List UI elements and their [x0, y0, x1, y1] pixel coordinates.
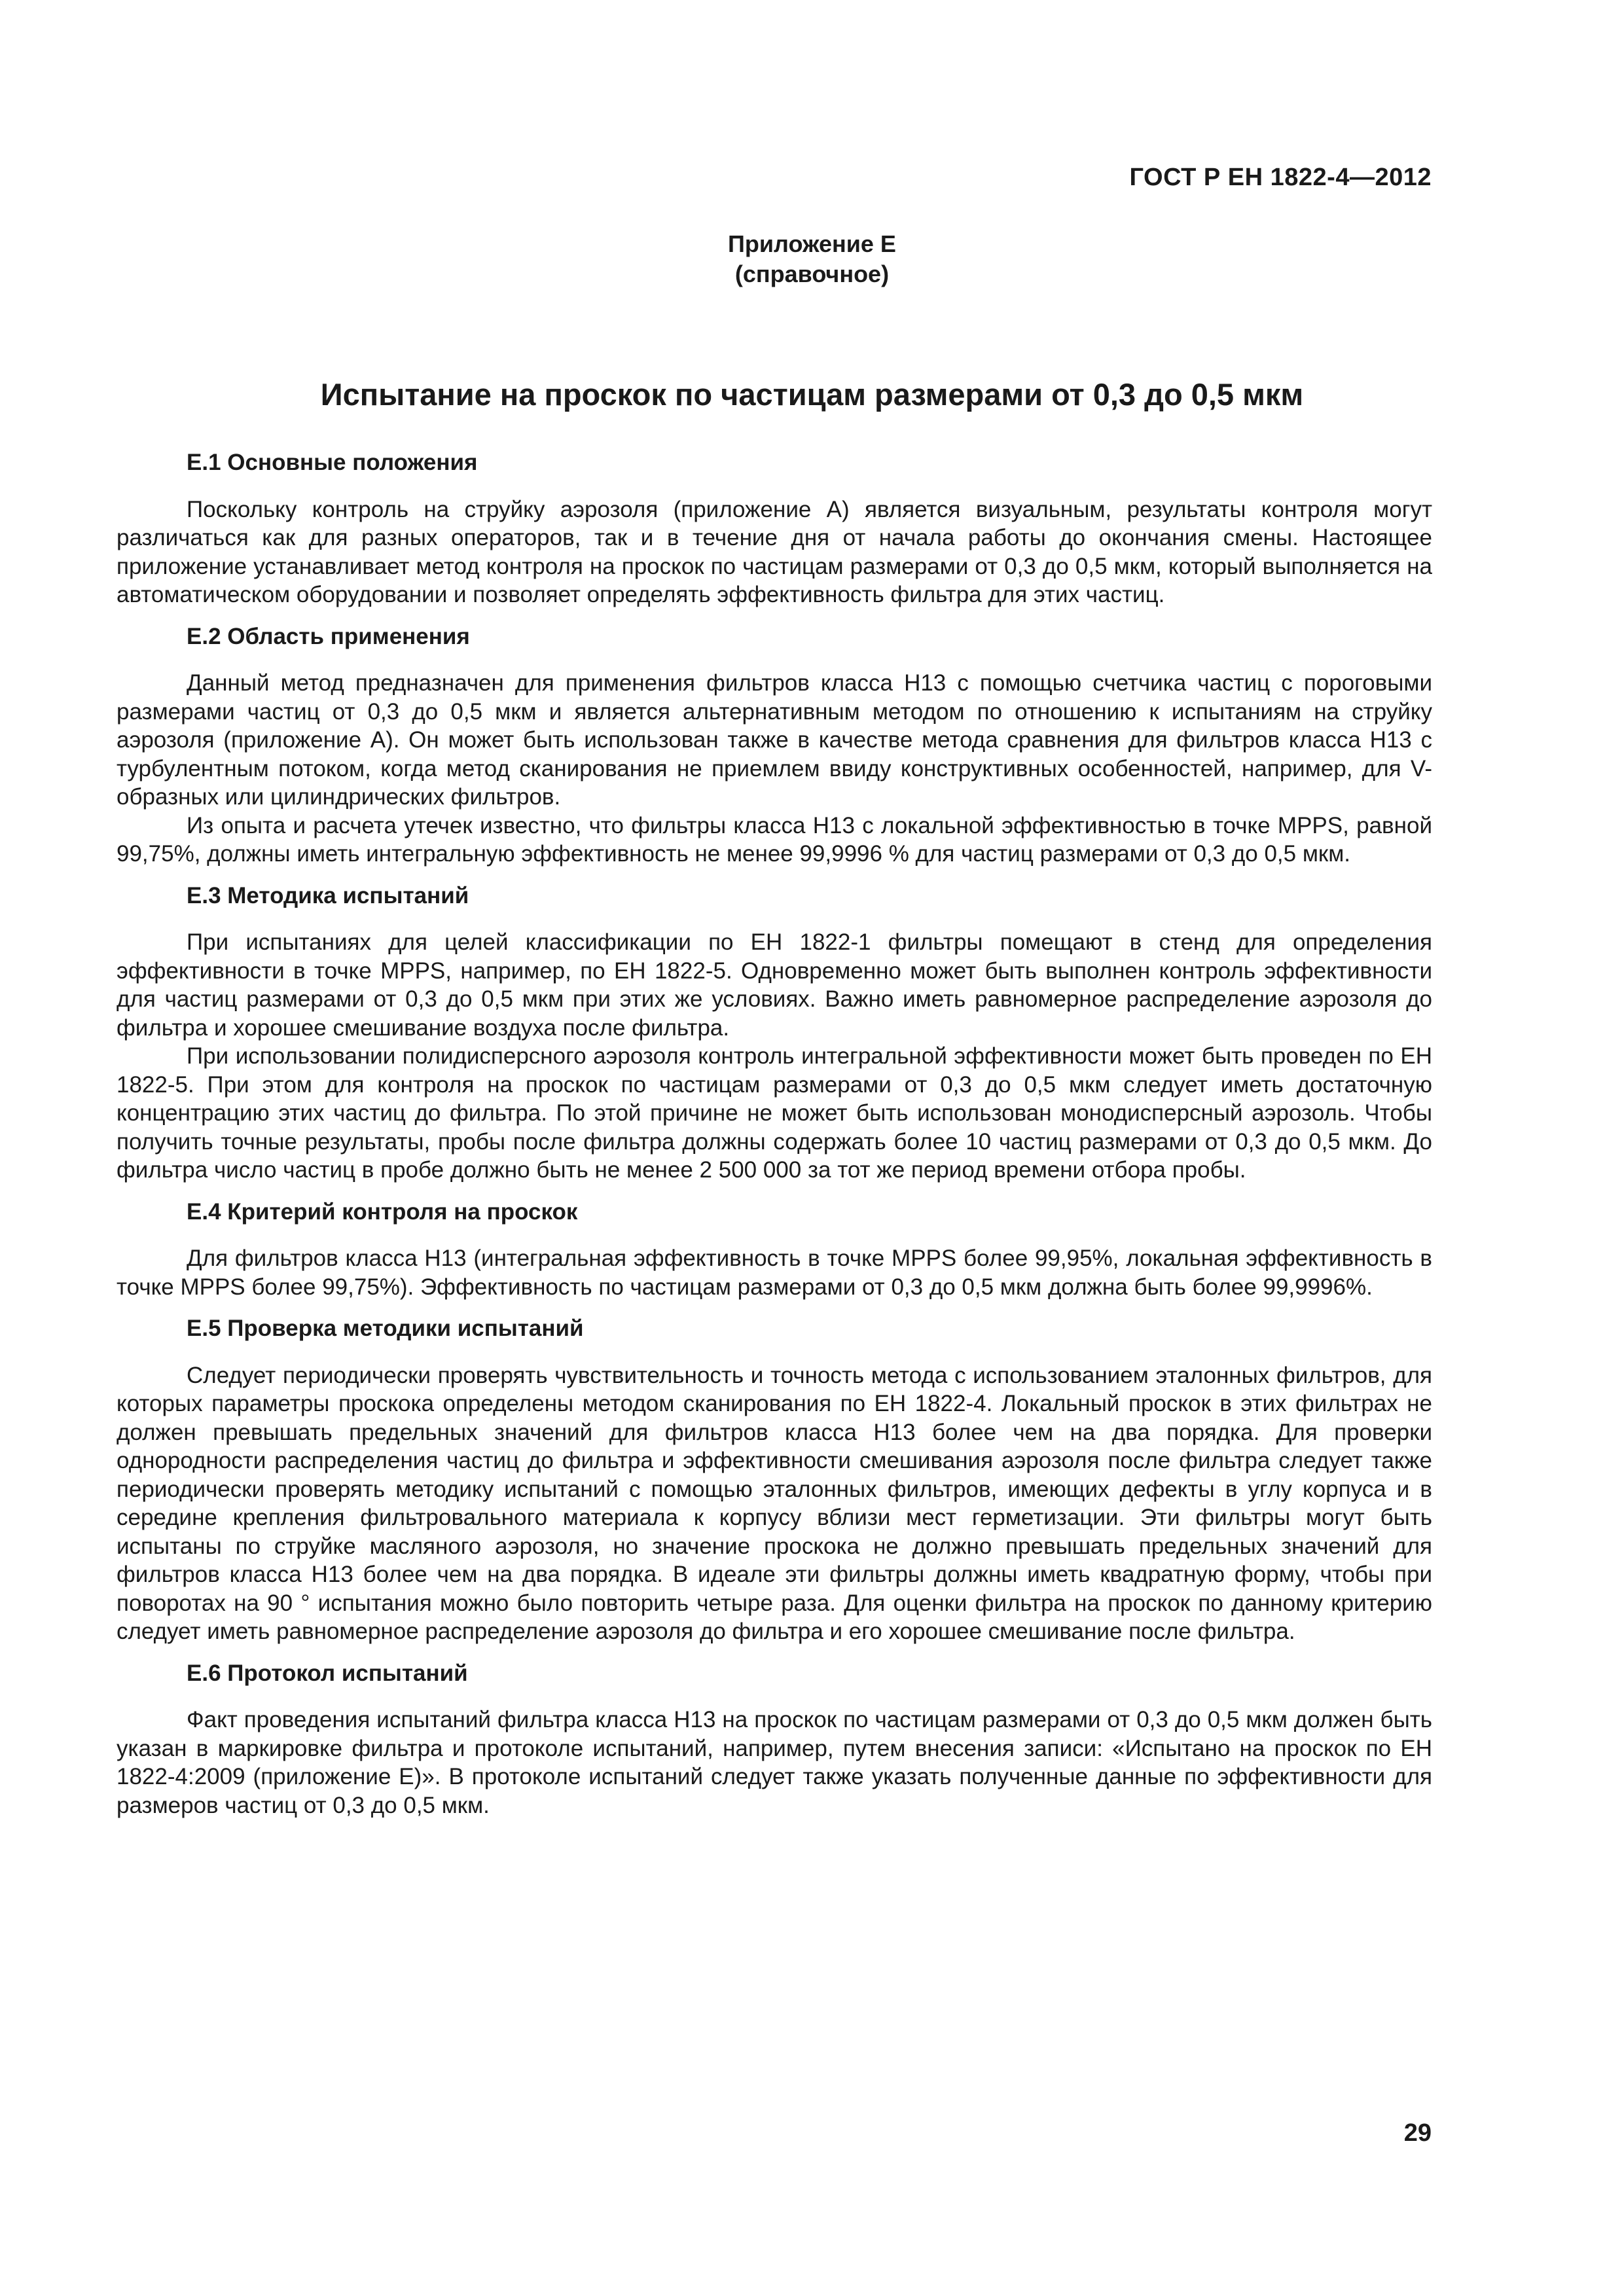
section-heading: Е.6 Протокол испытаний — [187, 1660, 468, 1686]
section-paragraph: Данный метод предназначен для применения фильтров класса Н13 с помощью счетчика частиц с пороговыми размерами частиц от 0,3 до 0,5 мкм и является альтернативным методом по отношению к испытаниям на струйку аэрозоля (приложение А). Он может быть использован также в качестве метода сравнения для фильтров класса Н13 с турбулентным потоком, когда метод сканирования не приемлем ввиду конструктивных особенностей, например, для V-образных или цилиндрических фильтров. — [117, 670, 1432, 810]
section-heading: Е.2 Область применения — [187, 623, 470, 649]
document-body — [117, 448, 1432, 1820]
appendix-label: Приложение Е — [728, 230, 896, 257]
section-paragraph: При испытаниях для целей классификации по ЕН 1822-1 фильтры помещают в стенд для определения эффективности в точке MPPS, например, по ЕН 1822-5. Одновременно может быть выполнен контроль эффективности для частиц размерами от 0,3 до 0,5 мкм при этих же условиях. Важно иметь равномерное распределение аэрозоля до фильтра и хорошее смешивание воздуха после фильтра. — [117, 929, 1432, 1041]
section-paragraph: Из опыта и расчета утечек известно, что фильтры класса Н13 с локальной эффективностью в точке MPPS, равной 99,75%, должны иметь интегральную эффективность не менее 99,9996 % для частиц размерами от 0,3 до 0,5 мкм. — [117, 812, 1432, 867]
appendix-heading — [0, 229, 1624, 289]
section-heading: Е.3 Методика испытаний — [187, 882, 469, 908]
document-code: ГОСТ Р ЕН 1822-4—2012 — [1129, 164, 1432, 191]
section-heading: Е.4 Критерий контроля на проскок — [187, 1198, 578, 1225]
section-paragraph: Следует периодически проверять чувствительность и точность метода с использованием эталонных фильтров, для которых параметры проскока определены методом сканирования по ЕН 1822-4. Локальный проскок в этих фильтрах не должен превышать предельных значений для фильтров класса Н13 более чем на два порядка. Для проверки однородности распределения частиц до фильтра и эффективности смешивания аэрозоля после фильтра следует также периодически проверять методику испытаний с помощью эталонных фильтров, имеющих дефекты в углу корпуса и в середине крепления фильтровального материала к корпусу вблизи мест герметизации. Эти фильтры могут быть испытаны по струйке масляного аэрозоля, но значение проскока не должно превышать предельных значений для фильтров класса Н13 более чем на два порядка. В идеале эти фильтры должны иметь квадратную форму, чтобы при поворотах на 90 ° испытания можно было повторить четыре раза. Для оценки фильтра на проскок по данному критерию следует иметь равномерное распределение аэрозоля до фильтра и его хорошее смешивание после фильтра. — [117, 1362, 1432, 1644]
section-paragraph: Факт проведения испытаний фильтра класса Н13 на проскок по частицам размерами от 0,3 до 0,5 мкм должен быть указан в маркировке фильтра и протоколе испытаний, например, путем внесения записи: «Испытано на проскок по ЕН 1822-4:2009 (приложение Е)». В протоколе испытаний следует также указать полученные данные по эффективности для размеров частиц от 0,3 до 0,5 мкм. — [117, 1707, 1432, 1818]
page-number: 29 — [1403, 2119, 1432, 2147]
section-heading: Е.5 Проверка методики испытаний — [187, 1316, 584, 1341]
section-heading: Е.1 Основные положения — [187, 450, 478, 475]
appendix-type: (справочное) — [734, 260, 890, 287]
page-title: Испытание на проскок по частицам размерами от 0,3 до 0,5 мкм — [320, 377, 1304, 412]
section-paragraph: Поскольку контроль на струйку аэрозоля (приложение А) является визуальным, результаты контроля могут различаться как для разных операторов, так и в течение дня от начала работы до окончания смены. Настоящее приложение устанавливает метод контроля на проскок по частицам размерами от 0,3 до 0,5 мкм, который выполняется на автоматическом оборудовании и позволяет определять эффективность фильтра для этих частиц. — [117, 496, 1432, 607]
section-paragraph: При использовании полидисперсного аэрозоля контроль интегральной эффективности может быть проведен по ЕН 1822-5. При этом для контроля на проскок по частицам размерами от 0,3 до 0,5 мкм следует иметь достаточную концентрацию этих частиц до фильтра. По этой причине не может быть использован монодисперсный аэрозоль. Чтобы получить точные результаты, пробы после фильтра должны содержать более 10 частиц размерами от 0,3 до 0,5 мкм. До фильтра число частиц в пробе должно быть не менее 2 500 000 за тот же период времени отбора пробы. — [117, 1043, 1432, 1183]
section-paragraph: Для фильтров класса Н13 (интегральная эффективность в точке MPPS более 99,95%, локальная эффективность в точке MPPS более 99,75%). Эффективность по частицам размерами от 0,3 до 0,5 мкм должна быть более 99,9996%. — [117, 1246, 1432, 1300]
